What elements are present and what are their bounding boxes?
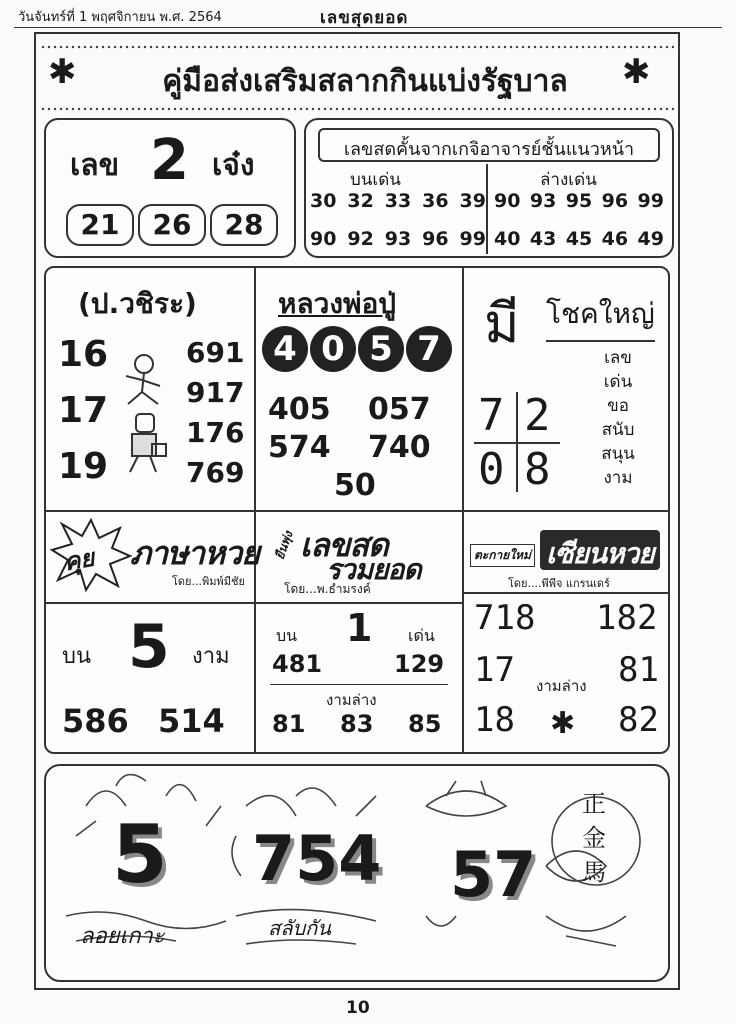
- mee-word-line: งาม: [603, 468, 633, 488]
- bottom-number: 45: [565, 228, 593, 250]
- cartoon-walker-icon: [116, 410, 172, 476]
- dot-border-bottom: [40, 106, 674, 114]
- lek-label: เลข: [70, 148, 120, 183]
- lekdod2-number: 85: [408, 710, 442, 738]
- chinese-char: 金: [582, 824, 606, 852]
- top-row-1: [310, 190, 486, 212]
- luangpor-number: 50: [334, 468, 376, 503]
- top-number: 90: [310, 228, 337, 250]
- bottom-number: 99: [637, 190, 664, 212]
- chinese-char: 馬: [582, 858, 606, 886]
- top-label: บนเด่น: [350, 170, 401, 190]
- sian-byline: โดย....พีพีจ แกรนเดร์: [508, 577, 610, 590]
- lekdod2-logo-bottom: รวมยอด: [326, 553, 421, 586]
- magazine-brand: เลขสุดยอด: [320, 8, 409, 28]
- lekdod2-bon-label: บน: [276, 626, 298, 645]
- lekdod2-number: 129: [394, 650, 445, 678]
- khui-bon-label: บน: [62, 644, 92, 669]
- jeng-label: เจ๋ง: [212, 148, 255, 183]
- luangpor-digit: 0: [310, 326, 356, 372]
- bottom-digit: 5: [112, 808, 168, 901]
- grid-hline-1: [46, 510, 668, 512]
- top-row-2: [310, 228, 486, 250]
- bottom-number: 40: [494, 228, 521, 250]
- dot-border-top: [40, 44, 674, 52]
- lekdod2-rule: [270, 684, 448, 685]
- top-number: 30: [310, 190, 337, 212]
- issue-date: วันจันทร์ที่ 1 พฤศจิกายน พ.ศ. 2564: [18, 10, 222, 25]
- lekdod2-logo-small: ยืนพุ่ง: [272, 529, 296, 562]
- mee-grid-digit: 8: [524, 444, 551, 495]
- sian-star-icon: ✱: [550, 706, 576, 741]
- sian-right-number: 81: [618, 650, 659, 690]
- sian-right-number: 182: [596, 598, 658, 638]
- top-number: 99: [459, 228, 486, 250]
- mee-word-line: สนับ: [601, 420, 635, 440]
- mee-word-line: สนุน: [601, 444, 635, 464]
- luangpor-number: 740: [368, 430, 431, 465]
- bottom-number: 96: [601, 190, 629, 212]
- bottom-row-1: [494, 190, 664, 212]
- lek2-digit: 2: [150, 128, 189, 193]
- top-number: 33: [384, 190, 412, 212]
- mee-words: [588, 346, 648, 490]
- bottom-number: 90: [494, 190, 521, 212]
- luangpor-digit: 5: [358, 326, 404, 372]
- sian-logo-small: ตะกายใหม่: [470, 544, 535, 567]
- scribble-text: สลับกัน: [268, 916, 331, 940]
- top-number: 39: [459, 190, 486, 212]
- khui-number: 514: [158, 702, 225, 740]
- top-number: 36: [422, 190, 449, 212]
- bottom-label: ล่างเด่น: [540, 170, 597, 190]
- lekdod-divider: [486, 164, 488, 254]
- lek2jeng-number: 21: [66, 204, 134, 246]
- sian-left-number: 718: [474, 598, 536, 638]
- vachira-right-number: 917: [186, 376, 245, 409]
- sian-logo-main: เซียนหวย: [546, 537, 654, 570]
- top-number: 96: [422, 228, 449, 250]
- bottom-number: 43: [529, 228, 557, 250]
- sian-left-number: 17: [474, 650, 515, 690]
- luangpor-number: 574: [268, 430, 331, 465]
- lekdod2-number: 481: [272, 650, 323, 678]
- top-number: 92: [347, 228, 374, 250]
- lek2jeng-number: 28: [210, 204, 278, 246]
- star-right-icon: ✱: [622, 52, 651, 92]
- mee-grid-digit: 7: [478, 390, 505, 441]
- bottom-number-57: 57: [450, 838, 537, 911]
- luangpor-digit: 4: [262, 326, 308, 372]
- bottom-number-754: 754: [252, 822, 382, 895]
- khui-byline: โดย...พิมพ์มีชัย: [172, 575, 245, 588]
- luangpor-number: 405: [268, 392, 331, 427]
- mee-grid-digit: 2: [524, 390, 551, 441]
- luangpor-title: หลวงพ่อปู่: [278, 287, 397, 320]
- lekdod2-number: 81: [272, 710, 306, 738]
- mee-word-line: ขอ: [607, 396, 629, 416]
- luangpor-number: 057: [368, 392, 431, 427]
- lekdod2-lang-label: งามล่าง: [326, 691, 377, 709]
- top-number: 32: [347, 190, 374, 212]
- star-left-icon: ✱: [48, 52, 77, 92]
- grid-hline-2: [46, 602, 462, 604]
- vachira-right-number: 691: [186, 336, 245, 369]
- vachira-title: (ป.วชิระ): [78, 287, 197, 320]
- mee-word-line: เลข: [604, 348, 632, 368]
- sian-right-number: 82: [618, 700, 659, 740]
- sian-left-number: 18: [474, 700, 515, 740]
- vachira-left-number: 17: [58, 390, 109, 431]
- vachira-left-number: 16: [58, 334, 109, 375]
- mee-word: มี: [484, 292, 520, 355]
- khui-ngam-label: งาม: [192, 644, 230, 669]
- bottom-row-2: [494, 228, 664, 250]
- page-number: 10: [346, 998, 370, 1018]
- khui-logo-small: คุย: [61, 543, 97, 577]
- lekdod2-byline: โดย...พ.ธำมรงค์: [284, 582, 371, 596]
- lek2jeng-number: 26: [138, 204, 206, 246]
- bottom-number: 49: [637, 228, 664, 250]
- chok-yai-word: โชคใหญ่: [546, 292, 655, 342]
- mee-grid-digit: 0: [478, 444, 505, 495]
- khui-logo-main: ภาษาหวย: [130, 535, 259, 571]
- grid-hline-3: [464, 592, 668, 594]
- khui-digit: 5: [128, 612, 170, 682]
- vachira-right-number: 176: [186, 416, 245, 449]
- bottom-number: 93: [529, 190, 557, 212]
- cartoon-man-icon: [114, 350, 174, 410]
- sian-lang-label: งามล่าง: [536, 677, 587, 695]
- bottom-number: 46: [601, 228, 629, 250]
- bottom-number: 95: [565, 190, 593, 212]
- luangpor-digit: 7: [406, 326, 452, 372]
- lekdod2-logo-top: เลขสด: [300, 526, 388, 564]
- lekdod2-den-label: เด่น: [408, 626, 435, 645]
- mee-word-line: เด่น: [603, 372, 633, 392]
- vachira-left-number: 19: [58, 446, 109, 487]
- scribble-text: ลอยเกาะ: [80, 924, 165, 949]
- lekdod2-number: 83: [340, 710, 374, 738]
- lekdod2-digit: 1: [346, 606, 373, 650]
- header-rule: [14, 27, 722, 28]
- top-number: 93: [384, 228, 412, 250]
- khui-number: 586: [62, 702, 129, 740]
- page-title: คู่มือส่งเสริมสลากกินแบ่งรัฐบาล: [162, 64, 568, 99]
- vachira-right-number: 769: [186, 456, 245, 489]
- lekdod-heading: เลขสดคั้นจากเกจิอาจารย์ชั้นแนวหน้า: [343, 139, 635, 160]
- chinese-char: 正: [582, 790, 606, 818]
